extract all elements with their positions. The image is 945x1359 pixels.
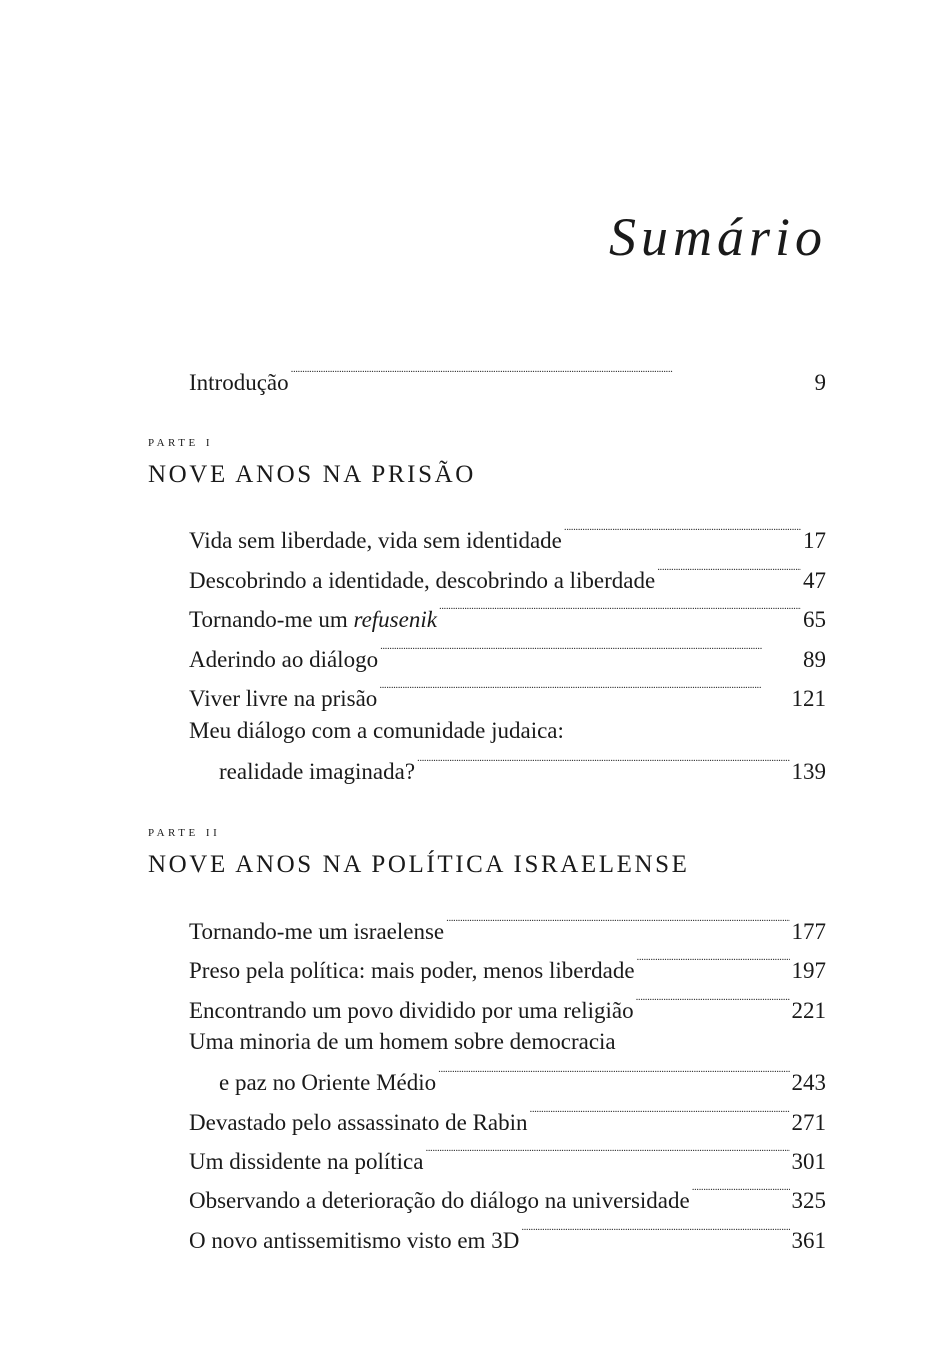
toc-entry[interactable] [189, 597, 826, 632]
dot-leader [417, 749, 789, 779]
dot-leader [530, 1100, 790, 1130]
part-label: parte ii [148, 824, 221, 840]
toc-entry[interactable] [219, 749, 826, 784]
toc-entry-page: 361 [791, 1228, 826, 1253]
toc-entry[interactable] [189, 909, 826, 944]
toc-entry-page: 121 [791, 686, 826, 711]
toc-entry-title: Observando a deterioração do diálogo na universidade [189, 1188, 690, 1213]
toc-entry[interactable] [189, 518, 826, 553]
toc-entry[interactable] [189, 1100, 826, 1135]
toc-entry-page: 9 [814, 370, 826, 395]
toc-entry[interactable] [189, 558, 826, 593]
dot-leader [521, 1218, 789, 1248]
toc-entry-title: Preso pela política: mais poder, menos liberdade [189, 958, 635, 983]
toc-entry[interactable] [189, 988, 826, 1023]
toc-entry-title: Encontrando um povo dividido por uma religião [189, 998, 634, 1023]
dot-leader [446, 909, 789, 939]
toc-entry-title: e paz no Oriente Médio [219, 1070, 437, 1095]
toc-entry-introducao[interactable] [189, 360, 826, 395]
dot-leader [692, 1178, 790, 1208]
toc-entry-title: Devastado pelo assassinato de Rabin [189, 1110, 528, 1135]
toc-entry-title [189, 605, 437, 635]
toc-entry-page: 139 [791, 759, 826, 784]
toc-entry-page: 221 [791, 998, 826, 1023]
toc-entry[interactable] [189, 637, 826, 672]
toc-entry-page: 301 [791, 1149, 826, 1174]
dot-leader [291, 360, 813, 390]
toc-entry-title: Viver livre na prisão [189, 686, 378, 711]
toc-entry-title: realidade imaginada? [219, 759, 416, 784]
toc-entry[interactable] [189, 676, 826, 711]
dot-leader [380, 637, 801, 667]
toc-entry-page: 243 [791, 1070, 826, 1095]
dot-leader [657, 558, 801, 588]
toc-entry-page: 197 [791, 958, 826, 983]
toc-entry[interactable] [189, 1139, 826, 1174]
part-title: NOVE ANOS NA POLÍTICA ISRAELENSE [148, 851, 690, 878]
toc-entry-title-roman: Tornando-me um [189, 607, 354, 632]
toc-entry-title: Introdução [189, 370, 289, 395]
toc-entry-title: Tornando-me um israelense [189, 919, 445, 944]
toc-entry-title: Vida sem liberdade, vida sem identidade [189, 528, 562, 553]
toc-entry-page: 89 [803, 647, 826, 672]
toc-entry-title: Aderindo ao diálogo [189, 647, 379, 672]
dot-leader [439, 597, 801, 627]
toc-entry[interactable] [189, 1218, 826, 1253]
toc-entry[interactable] [189, 1178, 826, 1213]
toc-entry-title: Um dissidente na política [189, 1149, 424, 1174]
part-title: NOVE ANOS NA PRISÃO [148, 461, 476, 488]
dot-leader [438, 1060, 789, 1090]
toc-entry-page: 271 [791, 1110, 826, 1135]
toc-entry[interactable] [219, 1060, 826, 1095]
dot-leader [379, 676, 789, 706]
page-title: Sumário [608, 207, 827, 267]
toc-entry-title-line1[interactable]: Meu diálogo com a comunidade judaica: [189, 718, 564, 743]
toc-entry-title-italic: refusenik [353, 607, 437, 632]
dot-leader [637, 948, 790, 978]
dot-leader [636, 988, 790, 1018]
dot-leader [564, 518, 801, 548]
toc-entry-page: 65 [803, 607, 826, 632]
toc-entry-title: O novo antissemitismo visto em 3D [189, 1228, 520, 1253]
toc-entry-page: 177 [791, 919, 826, 944]
toc-entry-page: 17 [803, 528, 826, 553]
toc-entry-page: 325 [791, 1188, 826, 1213]
toc-entry-page: 47 [803, 568, 826, 593]
toc-entry-title: Descobrindo a identidade, descobrindo a liberdade [189, 568, 656, 593]
toc-entry[interactable] [189, 948, 826, 983]
toc-entry-title-line1[interactable]: Uma minoria de um homem sobre democracia [189, 1029, 616, 1054]
dot-leader [425, 1139, 789, 1169]
part-label: parte i [148, 434, 214, 450]
